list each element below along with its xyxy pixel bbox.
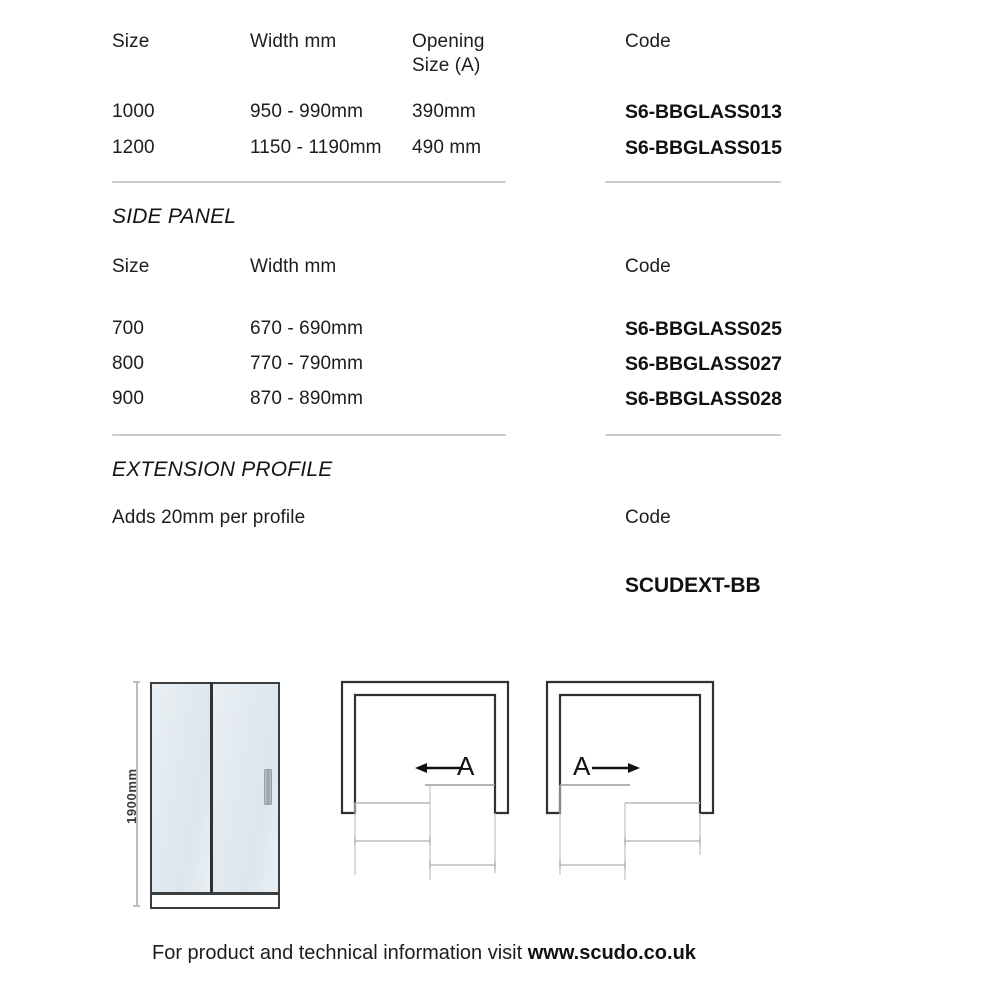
side-panel-row-size: 900 [112, 388, 145, 409]
door-row-opening: 390mm [412, 101, 476, 122]
dimension-tick-bottom [133, 905, 140, 907]
plan-view-diagram-right-opening [540, 675, 720, 880]
side-panel-row-width: 770 - 790mm [250, 353, 364, 374]
door-table-header-opening-line2: Size (A) [412, 55, 481, 76]
side-panel-row-width: 670 - 690mm [250, 318, 364, 339]
enclosure-wall-outline [342, 682, 508, 813]
plan-left-svg [335, 675, 515, 880]
side-panel-row-size: 800 [112, 353, 145, 374]
plan-view-diagram-left-opening [335, 675, 515, 880]
side-panel-row-code: S6-BBGLASS027 [625, 353, 782, 375]
height-dimension-label: 1900mm [124, 768, 139, 824]
opening-direction-arrow-right [592, 763, 640, 773]
fixed-glass-panel [152, 684, 210, 892]
side-panel-header-size: Size [112, 256, 150, 277]
footer-label: For product and technical information visit [152, 942, 528, 964]
door-table-header-size: Size [112, 31, 150, 52]
dimension-line-opening [430, 861, 495, 869]
glass-panel-frame [150, 682, 280, 894]
door-row-size: 1000 [112, 101, 155, 122]
side-panel-row-width: 870 - 890mm [250, 388, 364, 409]
panel-mullion [210, 682, 213, 894]
dimension-line-opening [625, 837, 700, 845]
extension-profile-description: Adds 20mm per profile [112, 507, 306, 528]
opening-size-label-a: A [573, 751, 591, 781]
extension-profile-section-title: EXTENSION PROFILE [112, 458, 333, 481]
side-panel-row-size: 700 [112, 318, 145, 339]
side-panel-header-code: Code [625, 256, 671, 277]
shower-tray-base [150, 893, 280, 909]
side-panel-row-code: S6-BBGLASS025 [625, 318, 782, 340]
extension-profile-code-header: Code [625, 507, 671, 528]
door-handle [264, 769, 272, 805]
side-panel-header-width: Width mm [250, 256, 337, 277]
door-row-code: S6-BBGLASS013 [625, 101, 782, 123]
door-row-code: S6-BBGLASS015 [625, 137, 782, 159]
opening-direction-arrow-left [415, 763, 463, 773]
door-table-header-opening-line1: Opening [412, 31, 485, 52]
opening-size-label-a: A [457, 751, 475, 781]
footer-text [152, 942, 696, 965]
enclosure-wall-outline [547, 682, 713, 813]
door-row-opening: 490 mm [412, 137, 482, 158]
door-row-width: 950 - 990mm [250, 101, 364, 122]
footer-website[interactable]: www.scudo.co.uk [527, 942, 696, 964]
door-table-header-width: Width mm [250, 31, 337, 52]
side-panel-section-title: SIDE PANEL [112, 205, 237, 228]
door-table-header-code: Code [625, 31, 671, 52]
door-row-size: 1200 [112, 137, 155, 158]
dimension-line-panel [560, 861, 625, 869]
dimension-line-panel [355, 837, 430, 845]
extension-profile-code: SCUDEXT-BB [625, 574, 761, 597]
door-row-width: 1150 - 1190mm [250, 137, 382, 158]
plan-right-svg [540, 675, 720, 880]
side-panel-row-code: S6-BBGLASS028 [625, 388, 782, 410]
